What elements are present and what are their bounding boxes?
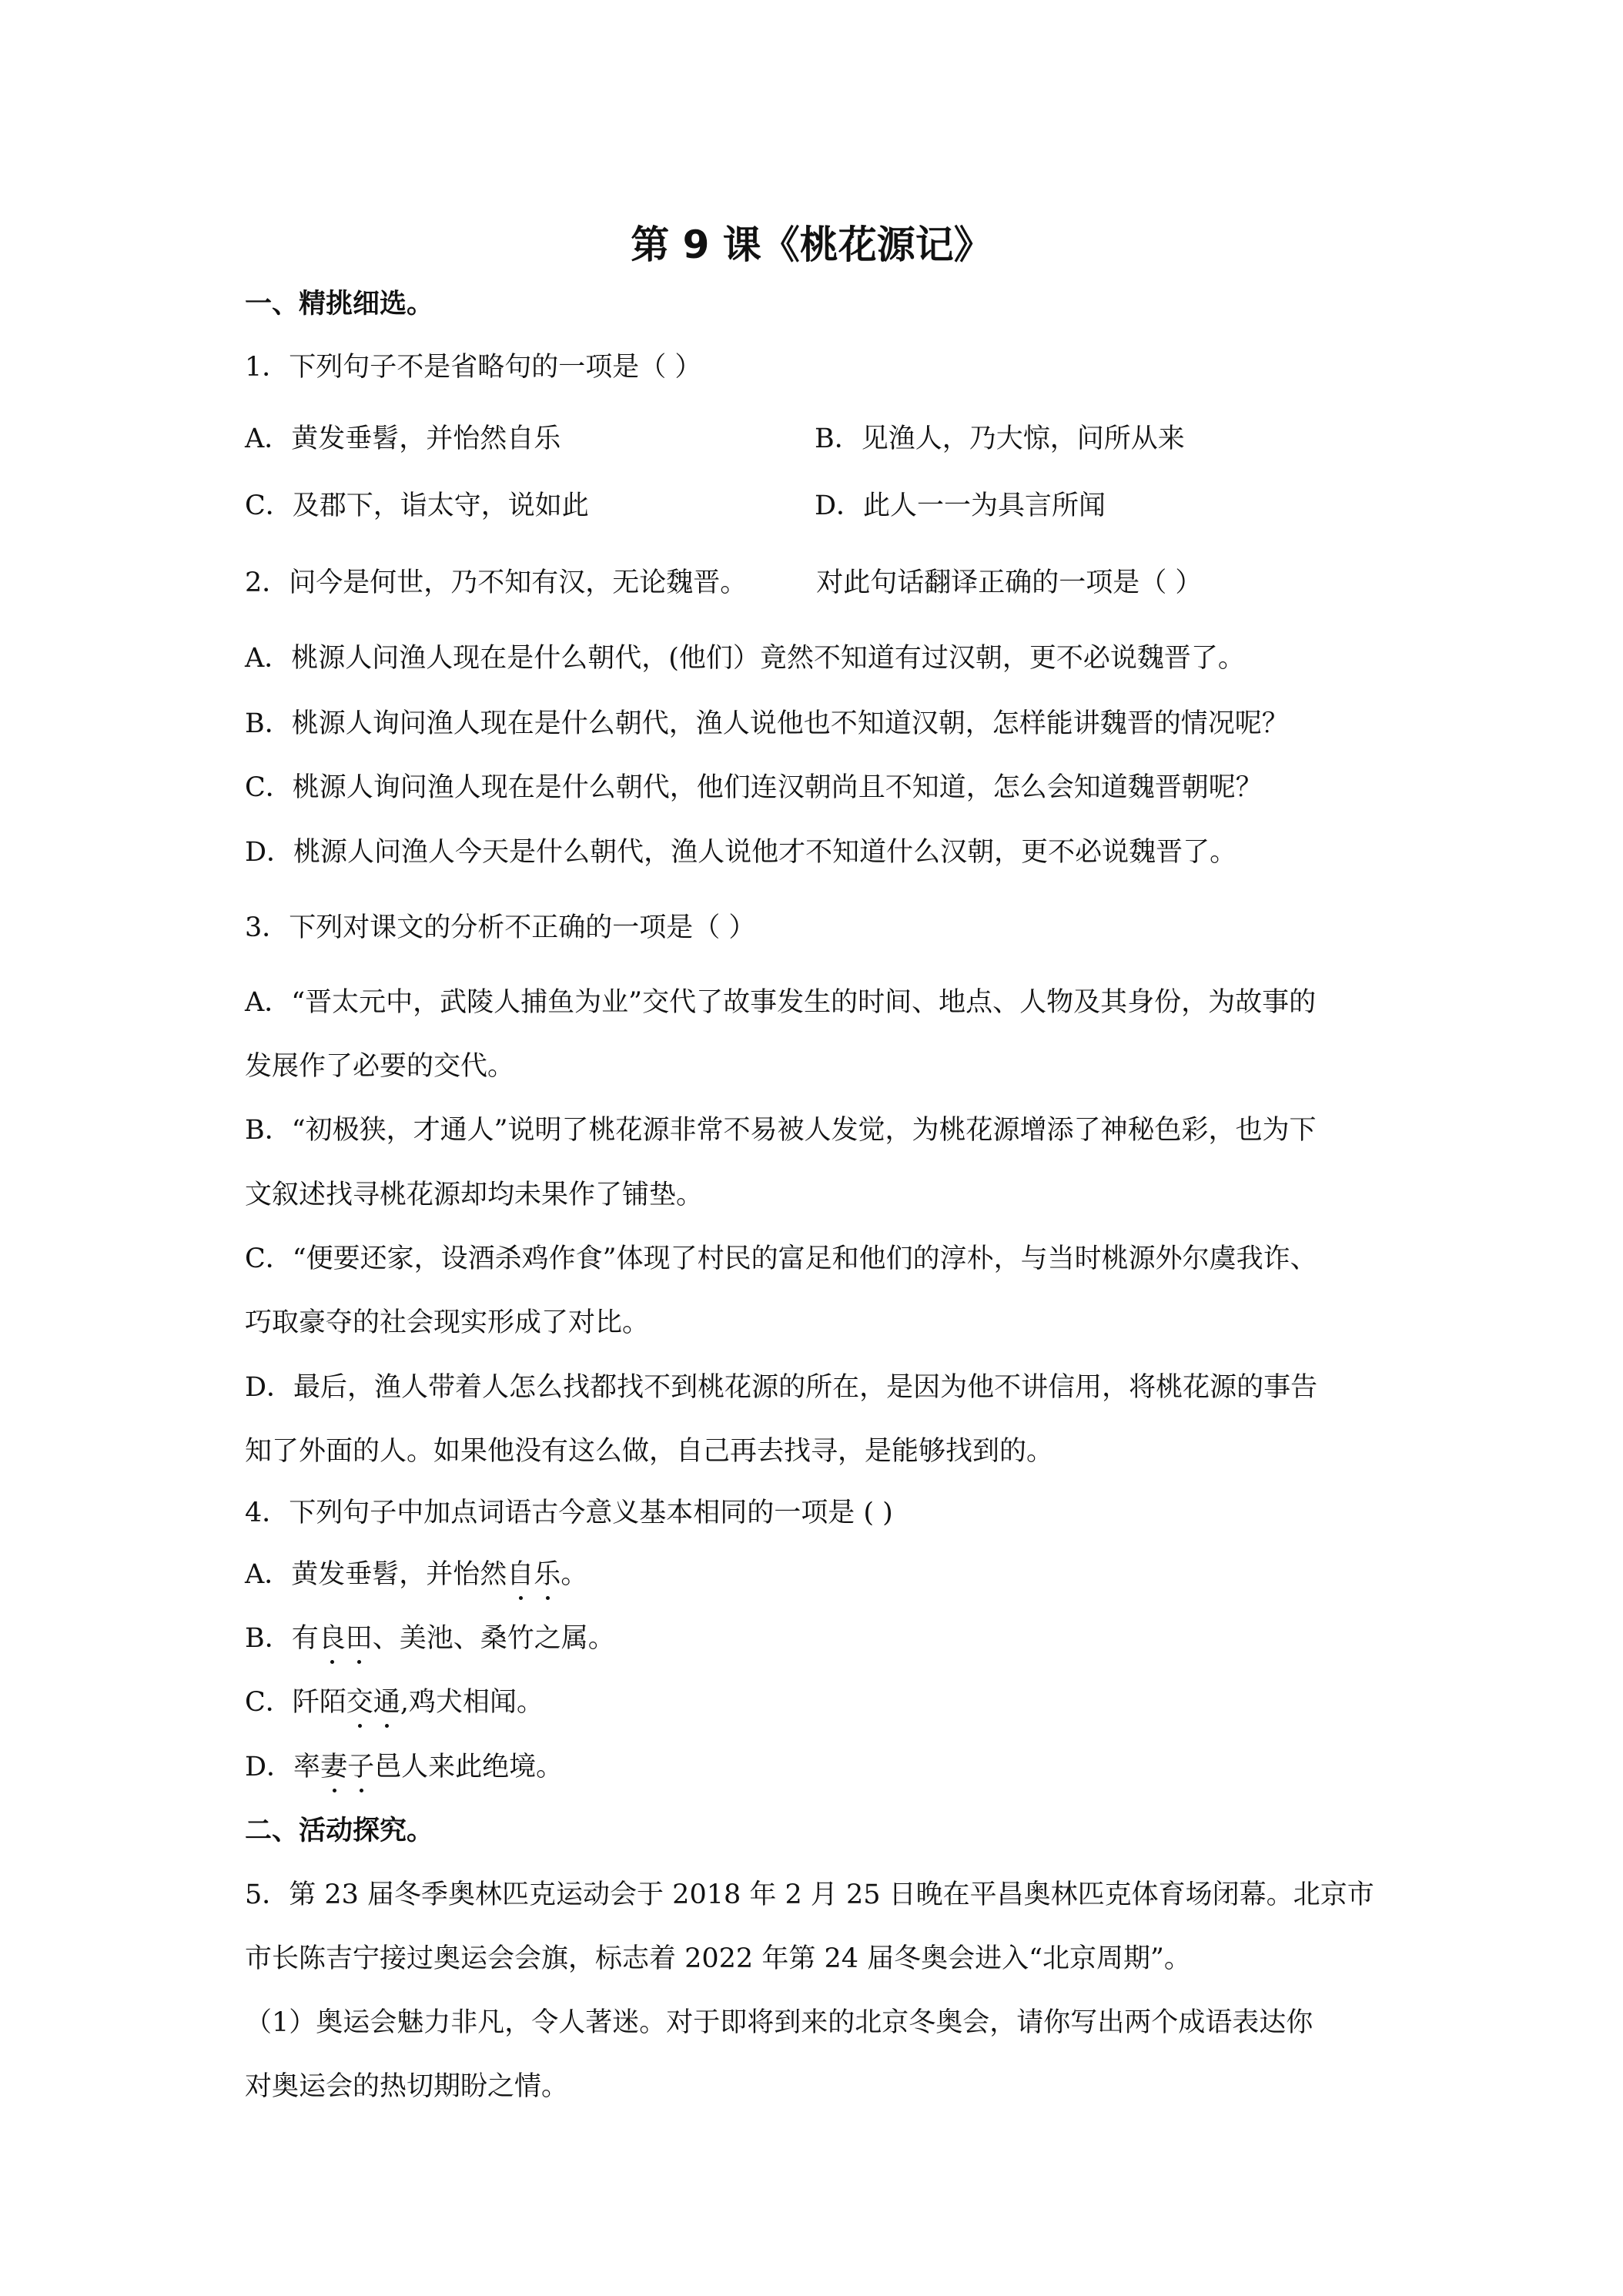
question-1-option-c: C．及郡下，诣太守，说如此 <box>245 490 589 521</box>
question-3-option-b: B．“初极狭，才通人”说明了桃花源非常不易被人发觉，为桃花源增添了神秘色彩，也为下 <box>245 1115 1317 1146</box>
question-3-stem: 3．下列对课文的分析不正确的一项是（ ） <box>245 912 756 943</box>
emphasis-dotted-char: 田 <box>346 1619 373 1658</box>
option-text: 邑人来此绝境。 <box>374 1752 564 1782</box>
option-text: A．黄发垂髫，并怡然 <box>245 1559 507 1590</box>
emphasis-dotted-char: 交 <box>346 1683 373 1722</box>
option-text: D．率 <box>245 1752 321 1782</box>
question-4-option-d <box>245 1748 563 1786</box>
question-4-option-b <box>245 1619 615 1658</box>
question-3-option-d: D．最后，渔人带着人怎么找都找不到桃花源的所在，是因为他不讲信用，将桃花源的事告 <box>245 1372 1318 1403</box>
emphasis-dotted-char: 子 <box>347 1748 374 1786</box>
question-3-option-a-cont: 发展作了必要的交代。 <box>245 1051 515 1082</box>
emphasis-dotted-char: 良 <box>319 1619 346 1658</box>
emphasis-dotted-char: 妻 <box>320 1748 347 1786</box>
option-text: C．阡陌 <box>245 1687 346 1718</box>
question-5-sub-1: （1）奥运会魅力非凡，令人著迷。对于即将到来的北京冬奥会，请你写出两个成语表达你 <box>245 2007 1313 2038</box>
question-3-option-c: C．“便要还家，设酒杀鸡作食”体现了村民的富足和他们的淳朴，与当时桃源外尔虞我诈、 <box>245 1243 1317 1274</box>
question-1-option-a: A．黄发垂髫，并怡然自乐 <box>245 423 561 454</box>
question-4-stem: 4．下列句子中加点词语古今意义基本相同的一项是 ( ) <box>245 1498 893 1528</box>
question-2-option-b: B．桃源人询问渔人现在是什么朝代，渔人说他也不知道汉朝，怎样能讲魏晋的情况呢？ <box>245 708 1289 739</box>
question-1-option-d: D．此人一一为具言所闻 <box>815 490 1106 521</box>
option-text: B．有 <box>245 1623 319 1654</box>
question-1-option-b: B．见渔人，乃大惊，问所从来 <box>815 423 1185 454</box>
question-3-option-c-cont: 巧取豪夺的社会现实形成了对比。 <box>245 1307 650 1338</box>
question-1-stem: 1．下列句子不是省略句的一项是（ ） <box>245 352 702 383</box>
option-text: 。 <box>561 1559 588 1590</box>
option-text: 、美池、桑竹之属。 <box>372 1623 615 1654</box>
option-text: ,鸡犬相闻。 <box>400 1687 544 1718</box>
section-heading-2: 二、活动探究。 <box>245 1816 434 1846</box>
question-5-stem-cont: 市长陈吉宁接过奥运会会旗，标志着 2022 年第 24 届冬奥会进入“北京周期”。 <box>245 1943 1191 1974</box>
question-3-option-d-cont: 知了外面的人。如果他没有这么做，自己再去找寻，是能够找到的。 <box>245 1436 1054 1467</box>
question-3-option-b-cont: 文叙述找寻桃花源却均未果作了铺垫。 <box>245 1180 704 1210</box>
question-3-option-a: A．“晋太元中，武陵人捕鱼为业”交代了故事发生的时间、地点、人物及其身份，为故事的 <box>245 987 1317 1018</box>
question-2-stem-prompt: 对此句话翻译正确的一项是（ ） <box>816 567 1203 598</box>
page-title: 第 9 课《桃花源记》 <box>631 223 992 267</box>
question-2-option-c: C．桃源人询问渔人现在是什么朝代，他们连汉朝尚且不知道，怎么会知道魏晋朝呢？ <box>245 772 1263 803</box>
emphasis-dotted-char: 乐 <box>534 1555 561 1594</box>
question-2-option-d: D．桃源人问渔人今天是什么朝代，渔人说他才不知道什么汉朝，更不必说魏晋了。 <box>245 837 1237 868</box>
emphasis-dotted-char: 自 <box>507 1555 534 1594</box>
question-2-option-a: A．桃源人问渔人现在是什么朝代，(他们）竟然不知道有过汉朝，更不必说魏晋了。 <box>245 643 1245 674</box>
question-4-option-a <box>245 1555 587 1594</box>
question-2-stem-sentence: 2．问今是何世，乃不知有汉，无论魏晋。 <box>245 567 748 598</box>
question-4-option-c <box>245 1683 544 1722</box>
emphasis-dotted-char: 通 <box>373 1683 400 1722</box>
section-heading-1: 一、精挑细选。 <box>245 289 434 320</box>
question-5-sub-1-cont: 对奥运会的热切期盼之情。 <box>245 2071 569 2102</box>
question-5-stem: 5．第 23 届冬季奥林匹克运动会于 2018 年 2 月 25 日晚在平昌奥林匹克体育场闭幕。北京市 <box>245 1879 1374 1910</box>
question-2-stem <box>245 564 1202 602</box>
